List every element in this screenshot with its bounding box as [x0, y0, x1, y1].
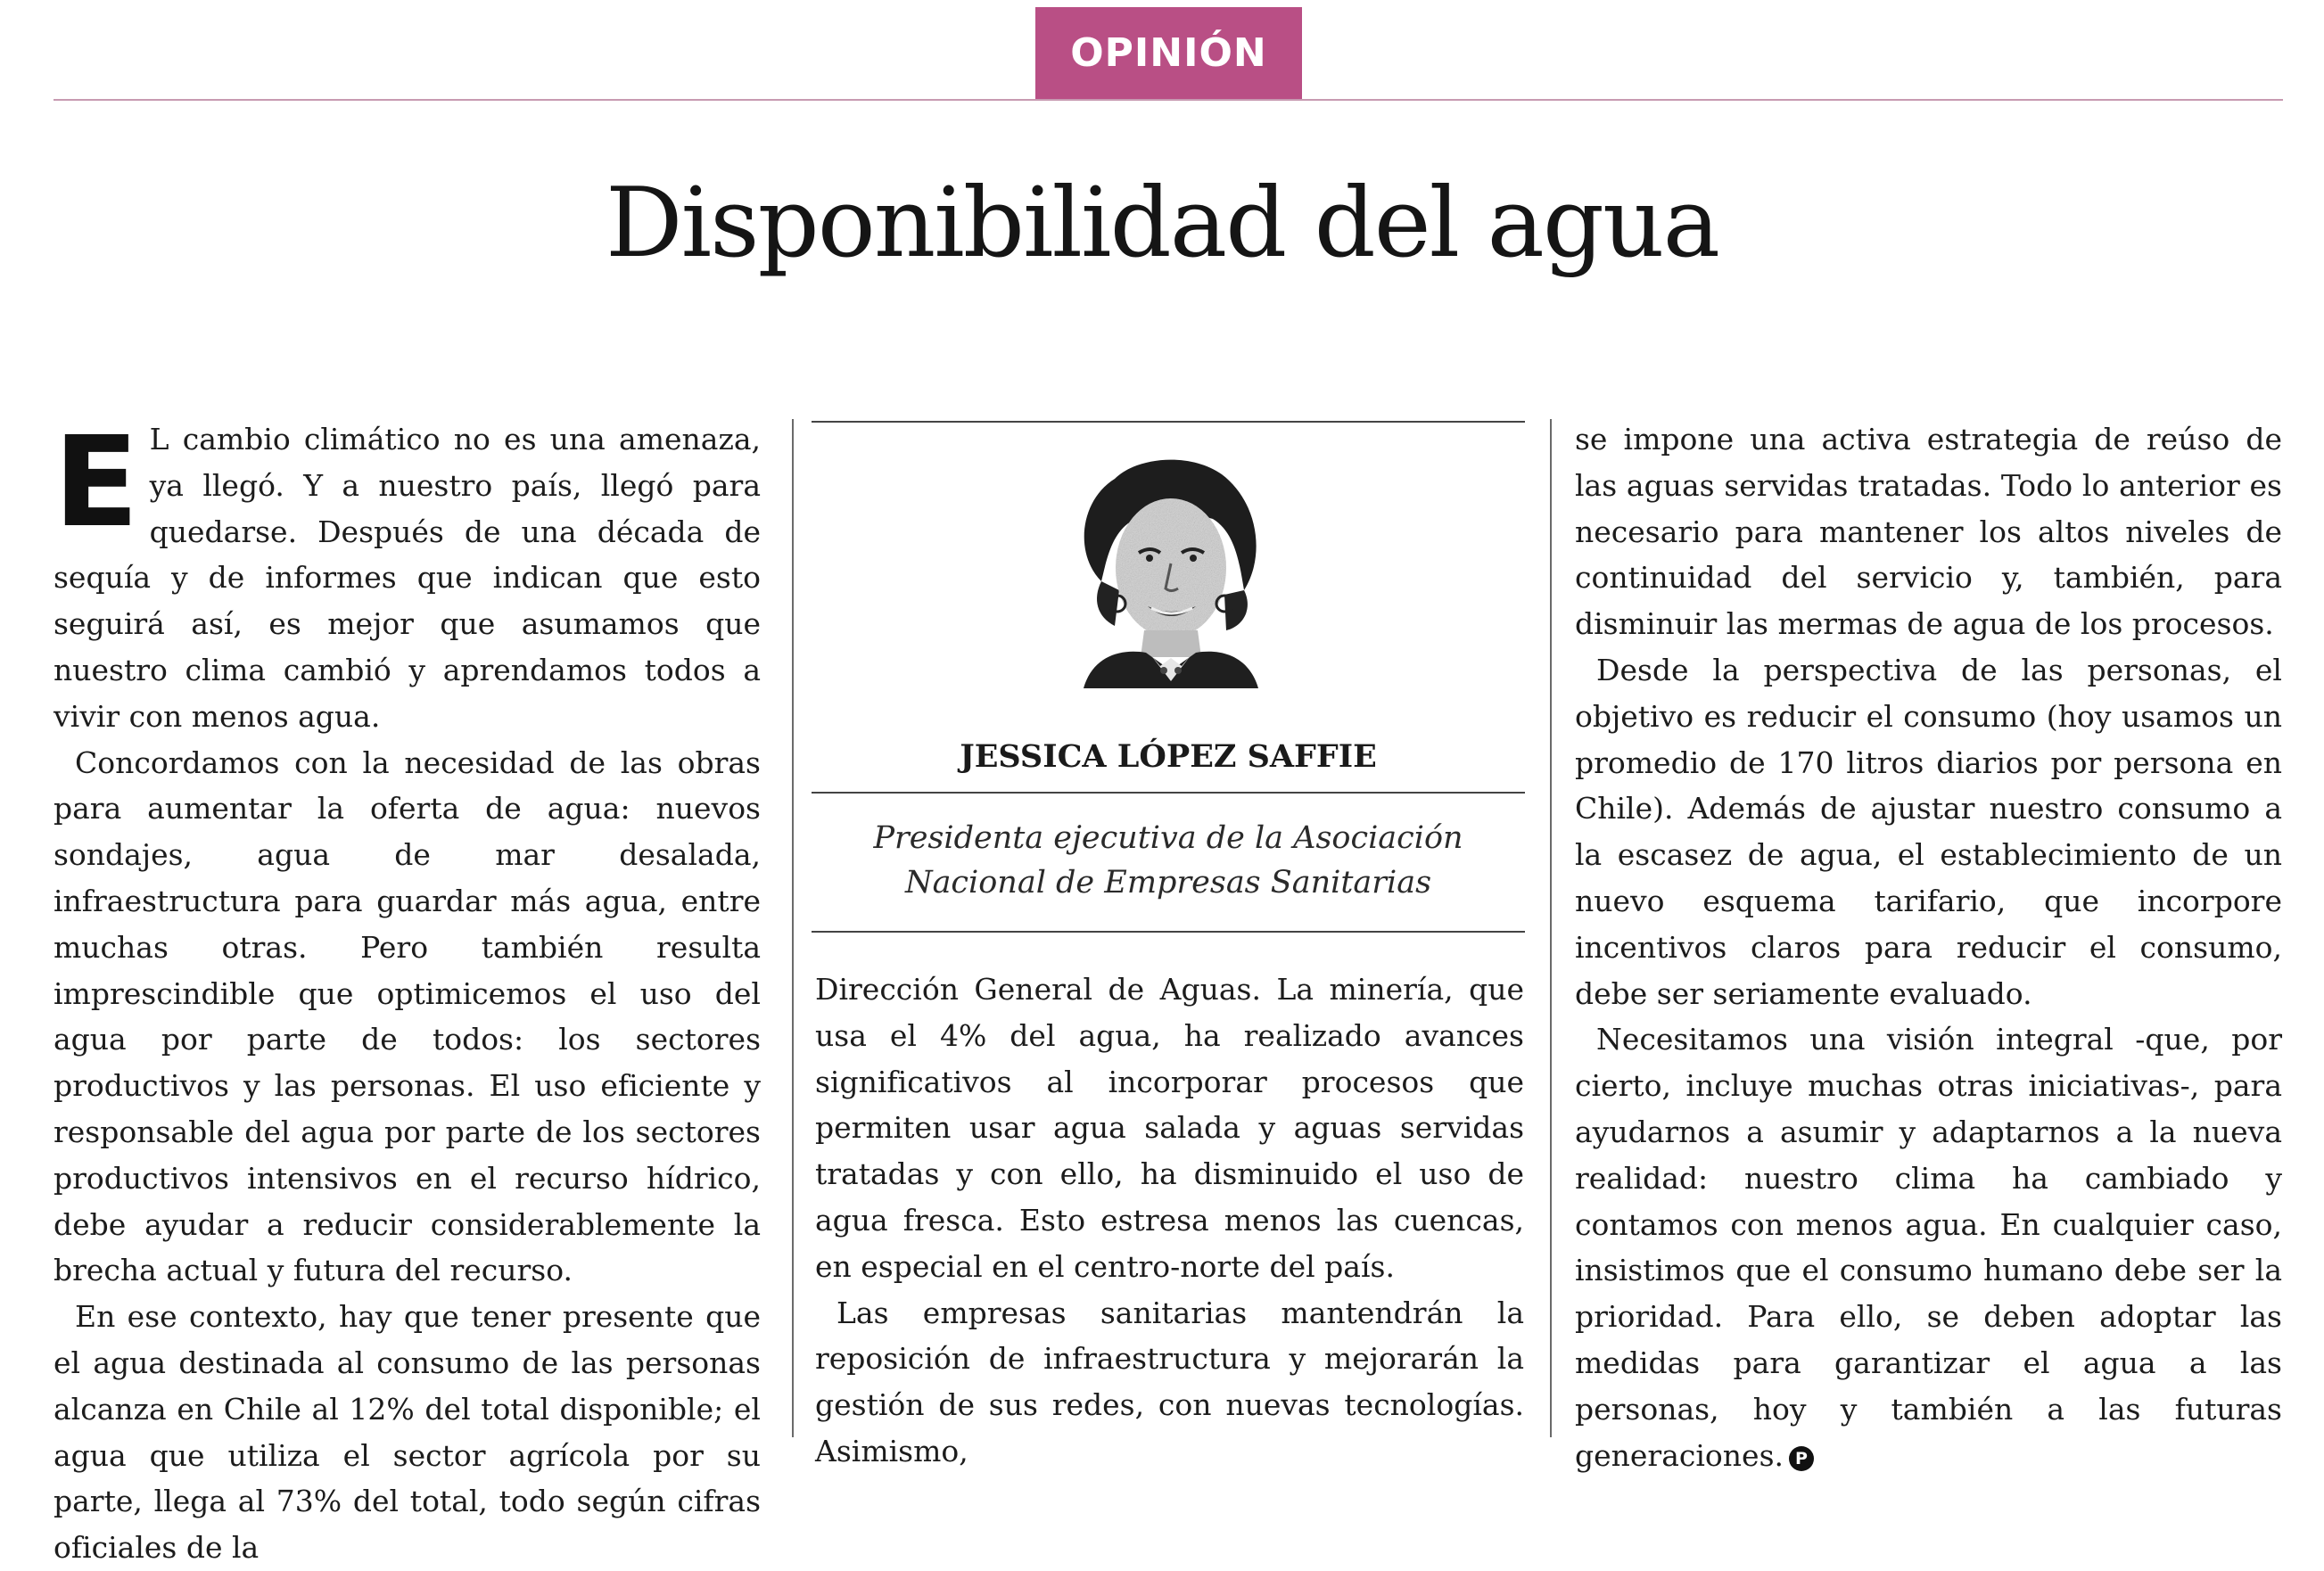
header-rule [54, 99, 2283, 101]
paragraph-2: Concordamos con la necesidad de las obras para aumentar la oferta de agua: nuevos sondajes, agua de mar desalada, infraestructura para guardar más agua, entre muchas otras. Pero también resulta imprescindible que optimicemos el uso del agua por parte de todos: los sectores productivos y las personas. El uso eficiente y responsable del agua por parte de los sectores productivos intensivos en el recurso hídrico, debe ayudar a reducir considerablemente la brecha actual y futura del recurso. [54, 744, 761, 1288]
section-label: OPINIÓN [1035, 7, 1302, 99]
author-title-line-2: Nacional de Empresas Sanitarias [904, 865, 1432, 901]
author-box-top-rule [812, 421, 1525, 423]
dropcap: E [54, 410, 139, 555]
paragraph-1 [54, 410, 761, 740]
author-box [812, 421, 1525, 938]
author-name-rule [812, 792, 1525, 794]
headline: Disponibilidad del agua [606, 168, 1718, 279]
paragraph-3: En ese contexto, hay que tener presente que el agua destinada al consumo de las personas alcanza en Chile al 12% del total disponible; el agua que utiliza el sector agrícola por su parte, llega al 73% del total, todo según cifras oficiales de la [54, 1299, 761, 1566]
column-divider-right [1550, 419, 1552, 1437]
paragraph-1-text: L cambio climático no es una amenaza, ya llegó. Y a nuestro país, llegó para quedarse. Después de una década de sequía y de informes que indican que esto seguirá así, es mejor que asumamos que nuestro clima cambió y aprendamos todos a vivir con menos agua. [54, 422, 761, 734]
author-box-bottom-rule [812, 931, 1525, 933]
end-mark-icon: P [1789, 1446, 1814, 1471]
author-title [812, 816, 1525, 905]
article-column-3 [1575, 416, 2282, 1478]
author-name: JESSICA LÓPEZ SAFFIE [960, 738, 1377, 775]
paragraph-7: Desde la perspectiva de las personas, el objetivo es reducir el consumo (hoy usamos un promedio de 170 litros diarios por persona en Chile). Además de ajustar nuestro consumo a la escasez de agua, el establecimiento de un nuevo esquema tarifario, que incorpore incentivos claros para reducir el consumo, debe ser seriamente evaluado. [1575, 652, 2282, 1011]
paragraph-4: Dirección General de Aguas. La minería, que usa el 4% del agua, ha realizado avances significativos al incorporar procesos que permiten usar agua salada y aguas servidas tratadas y con ello, ha disminuido el uso de agua fresca. Esto estresa menos las cuencas, en especial en el centro-norte del país. [815, 972, 1524, 1284]
paragraph-6: se impone una activa estrategia de reúso de las aguas servidas tratadas. Todo lo anterior es necesario para mantener los altos niveles de continuidad del servicio y, también, para disminuir las mermas de agua de los procesos. [1575, 422, 2282, 642]
author-portrait [1066, 448, 1271, 688]
paragraph-8-text: Necesitamos una visión integral -que, por cierto, incluye muchas otras iniciativas-, para ayudarnos a asumir y adaptarnos a la nueva realidad: nuestro clima ha cambiado y contamos con menos agua. En cualquier caso, insistimos que el consumo humano debe ser la prioridad. Para ello, se deben adoptar las medidas para garantizar el agua a las personas, hoy y también a las futuras generaciones. [1575, 1022, 2282, 1473]
article-column-1 [54, 410, 761, 1571]
column-divider-left [792, 419, 794, 1437]
paragraph-8 [1575, 1016, 2282, 1478]
author-title-line-1: Presidenta ejecutiva de la Asociación [873, 820, 1463, 856]
article-column-2 [815, 966, 1524, 1475]
paragraph-5: Las empresas sanitarias mantendrán la reposición de infraestructura y mejorarán la gestión de sus redes, con nuevas tecnologías. Asimismo, [815, 1295, 1524, 1468]
